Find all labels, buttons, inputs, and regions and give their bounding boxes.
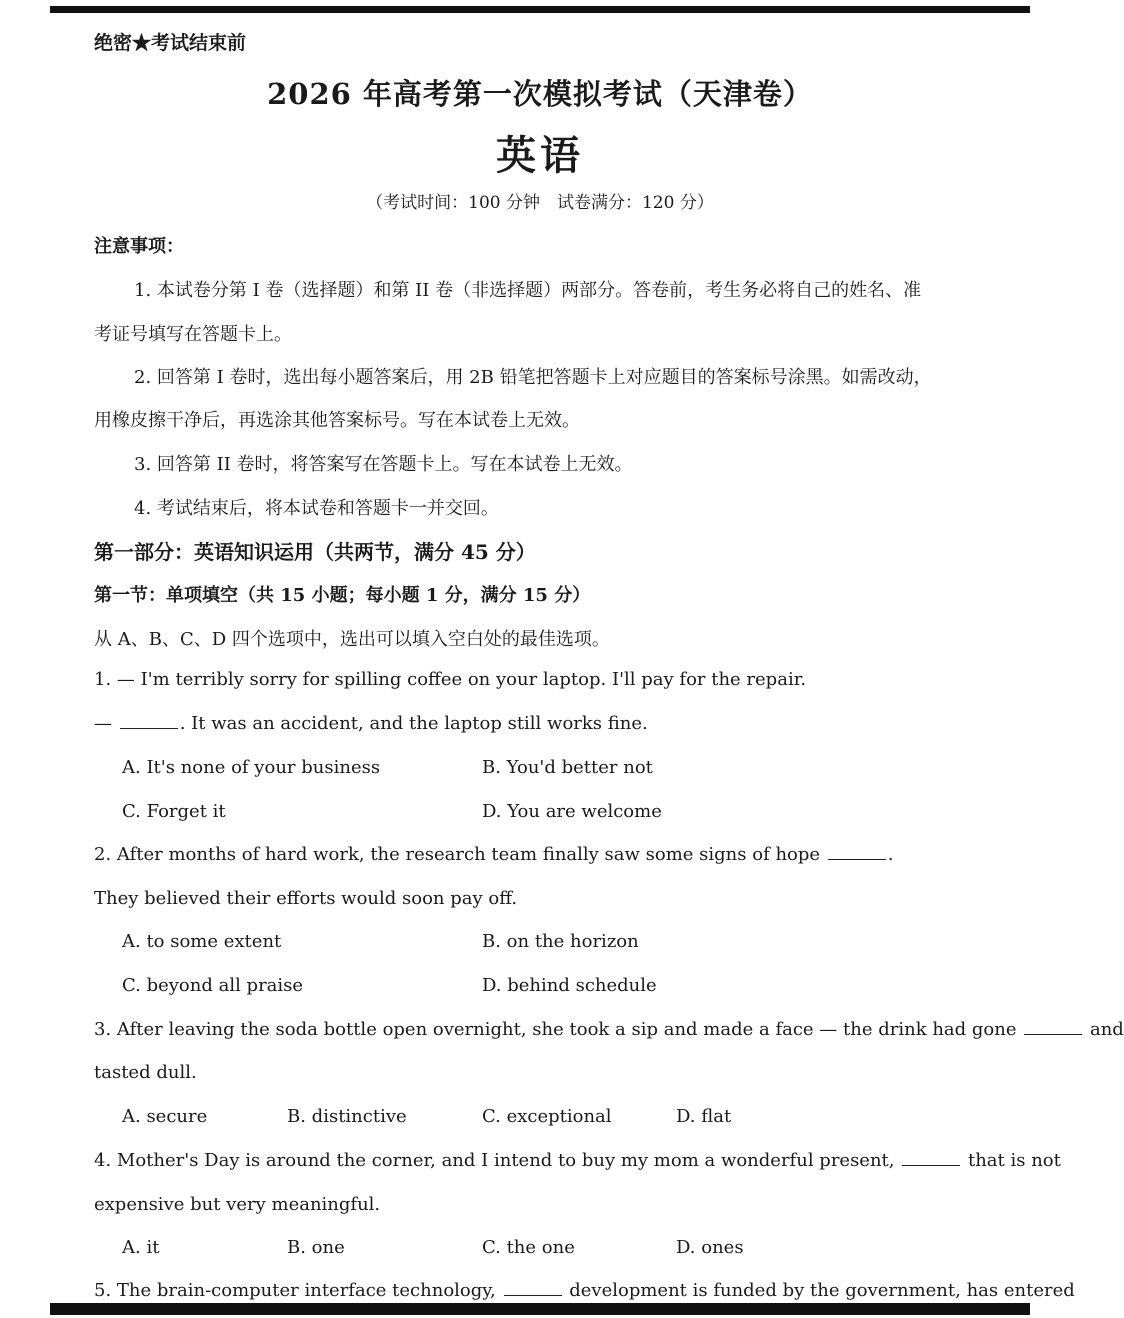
question-1-option-a: A. It's none of your business: [122, 757, 381, 778]
question-1-reply: [94, 713, 648, 734]
bottom-border: [50, 1303, 1030, 1315]
question-4-stem: [94, 1150, 1061, 1171]
question-2-stem-end: .: [887, 844, 894, 865]
question-4-stem-end: that is not: [967, 1150, 1061, 1171]
question-5-stem-text: 5. The brain-computer interface technology,: [94, 1280, 496, 1301]
note-2-line-1: 2. 回答第 I 卷时，选出每小题答案后，用 2B 铅笔把答题卡上对应题目的答案标号涂黑。如需改动，: [134, 367, 932, 388]
subject-title: 英语: [496, 132, 584, 179]
confidential-label: 绝密★考试结束前: [94, 32, 247, 54]
question-1-reply-text: . It was an accident, and the laptop still works fine.: [179, 713, 648, 734]
question-2-option-b: B. on the horizon: [482, 931, 639, 952]
answer-blank: [504, 1294, 562, 1296]
question-3-option-c: C. exceptional: [482, 1106, 612, 1127]
question-3-option-d: D. flat: [676, 1106, 732, 1127]
question-5-stem-end: development is funded by the government, has entered: [569, 1280, 1075, 1301]
section-1-title: 第一节：单项填空（共 15 小题；每小题 1 分，满分 15 分）: [94, 585, 591, 606]
question-4-option-a: A. it: [122, 1237, 160, 1258]
question-5-stem: [94, 1280, 1075, 1301]
question-2-stem: [94, 844, 894, 865]
note-3: 3. 回答第 II 卷时，将答案写在答题卡上。写在本试卷上无效。: [134, 454, 633, 475]
answer-blank: [902, 1164, 960, 1166]
question-1-option-b: B. You'd better not: [482, 757, 653, 778]
section-instruction: 从 A、B、C、D 四个选项中，选出可以填入空白处的最佳选项。: [94, 629, 610, 650]
notes-heading: 注意事项：: [94, 236, 184, 257]
question-3-option-b: B. distinctive: [287, 1106, 407, 1127]
question-2-option-d: D. behind schedule: [482, 975, 657, 996]
exam-title: 2026 年高考第一次模拟考试（天津卷）: [267, 77, 813, 111]
dash: —: [94, 713, 112, 734]
question-1-stem: 1. — I'm terribly sorry for spilling coffee on your laptop. I'll pay for the repair.: [94, 669, 807, 690]
top-border: [50, 6, 1030, 13]
question-2-option-c: C. beyond all praise: [122, 975, 304, 996]
answer-blank: [828, 858, 886, 860]
question-4-line-2: expensive but very meaningful.: [94, 1194, 381, 1215]
question-3-stem: [94, 1019, 1124, 1040]
question-3-line-2: tasted dull.: [94, 1062, 197, 1083]
part-1-title: 第一部分：英语知识运用（共两节，满分 45 分）: [94, 540, 536, 564]
note-4: 4. 考试结束后，将本试卷和答题卡一并交回。: [134, 498, 499, 519]
note-1-line-2: 考证号填写在答题卡上。: [94, 324, 292, 345]
question-2-stem-text: 2. After months of hard work, the research team finally saw some signs of hope: [94, 844, 821, 865]
question-4-option-b: B. one: [287, 1237, 345, 1258]
question-3-stem-end: and: [1089, 1019, 1124, 1040]
question-4-option-d: D. ones: [676, 1237, 744, 1258]
question-4-stem-text: 4. Mother's Day is around the corner, and I intend to buy my mom a wonderful present,: [94, 1150, 895, 1171]
answer-blank: [1024, 1033, 1082, 1035]
question-2-option-a: A. to some extent: [122, 931, 282, 952]
question-2-line-2: They believed their efforts would soon pay off.: [94, 888, 518, 909]
question-1-option-c: C. Forget it: [122, 801, 226, 822]
question-3-stem-text: 3. After leaving the soda bottle open overnight, she took a sip and made a face — the drink had gone: [94, 1019, 1017, 1040]
answer-blank: [120, 727, 178, 729]
question-4-option-c: C. the one: [482, 1237, 575, 1258]
question-3-option-a: A. secure: [122, 1106, 208, 1127]
question-1-option-d: D. You are welcome: [482, 801, 662, 822]
note-2-line-2: 用橡皮擦干净后，再选涂其他答案标号。写在本试卷上无效。: [94, 410, 580, 431]
exam-info: （考试时间：100 分钟 试卷满分：120 分）: [366, 193, 714, 213]
note-1-line-1: 1. 本试卷分第 I 卷（选择题）和第 II 卷（非选择题）两部分。答卷前，考生务必将自己的姓名、准: [134, 280, 922, 301]
